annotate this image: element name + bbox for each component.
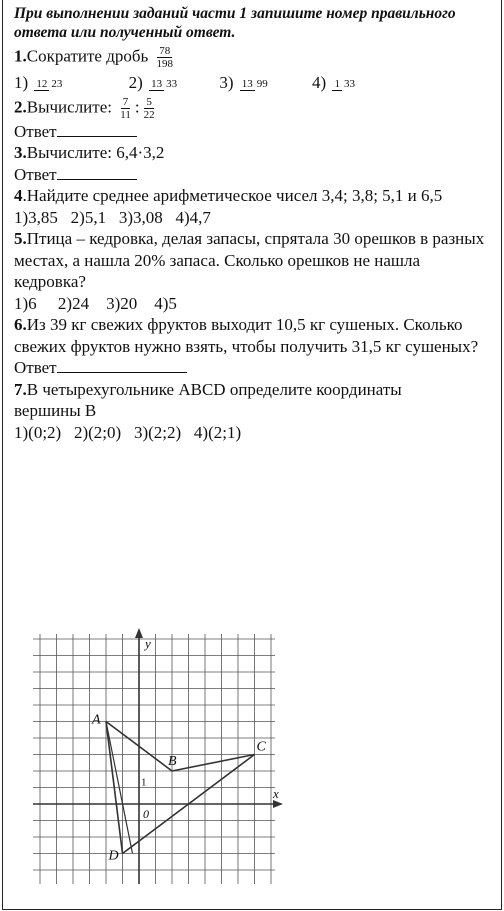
fraction-numerator: 7 xyxy=(122,95,129,108)
worksheet-content xyxy=(14,4,494,443)
question-5 xyxy=(14,228,492,293)
fraction-denominator: 198 xyxy=(156,58,174,70)
option-2 xyxy=(129,72,181,94)
answer-blank xyxy=(57,165,137,180)
worksheet-page xyxy=(2,0,502,910)
option-label: 2) xyxy=(128,73,143,92)
question-5-text: Птица – кедровка, делая запасы, спрятала 30 орешков в разных местах, а нашла 20% запаса. Сколько орешков не нашла кедровка? xyxy=(14,229,485,291)
question-1-fraction xyxy=(155,45,176,70)
question-7-text: В четырехугольнике ABCD определите координаты вершины B xyxy=(14,379,402,420)
question-1-text: Сократите дробь xyxy=(26,46,149,66)
fraction-numerator: 13 xyxy=(241,77,253,90)
question-7 xyxy=(14,379,434,422)
option-4 xyxy=(312,72,359,94)
question-3-text: Вычислите: 6,4·3,2 xyxy=(26,143,165,162)
division-sign: : xyxy=(134,96,140,116)
fraction-numerator: 13 xyxy=(151,77,163,90)
question-6-number: 6. xyxy=(14,315,27,334)
option-4: 4)(2;1) xyxy=(193,422,242,442)
option-fraction xyxy=(240,78,270,91)
option-1: 1)(0;2) xyxy=(14,422,62,442)
question-4-text: .Найдите среднее арифметическое чисел 3,4; 3,8; 5,1 и 6,5 xyxy=(22,186,443,205)
option-1: 1)3,85 xyxy=(14,207,58,227)
vertex-b-label: B xyxy=(168,754,177,769)
option-2: 2)5,1 xyxy=(70,207,107,227)
origin-label: 0 xyxy=(143,807,149,821)
vertex-a-label: A xyxy=(92,712,101,728)
question-2-number: 2. xyxy=(14,96,27,116)
option-3: 3)3,08 xyxy=(118,207,163,227)
question-7-number: 7. xyxy=(14,379,27,399)
fraction-denominator: 33 xyxy=(343,77,355,90)
question-3 xyxy=(14,142,494,164)
fraction-denominator: 33 xyxy=(166,77,178,90)
option-fraction xyxy=(149,78,179,91)
vertex-c-label: C xyxy=(256,739,266,755)
option-label: 4) xyxy=(312,73,327,92)
question-6-text: Из 39 кг свежих фруктов выходит 10,5 кг сушеных. Сколько свежих фруктов нужно взять, чтобы получить 31,5 кг сушеных? xyxy=(14,315,479,356)
question-2-fraction-a xyxy=(118,96,133,121)
option-3: 3)20 xyxy=(106,293,138,313)
answer-label: Ответ xyxy=(14,164,57,184)
option-3 xyxy=(219,72,271,94)
coordinate-grid-figure xyxy=(23,622,287,892)
question-4 xyxy=(14,185,464,207)
fraction-denominator: 99 xyxy=(256,77,268,90)
answer-label: Ответ xyxy=(14,358,57,377)
fraction-denominator: 22 xyxy=(143,108,155,121)
answer-line-2 xyxy=(14,121,494,143)
question-1-number: 1. xyxy=(14,46,27,66)
option-label: 1) xyxy=(14,73,29,92)
unit-label: 1 xyxy=(141,776,147,789)
y-axis-arrow xyxy=(135,628,143,638)
option-2: 2)24 xyxy=(57,293,90,313)
option-3: 3)(2;2) xyxy=(133,422,182,442)
option-label: 3) xyxy=(219,73,234,92)
answer-blank xyxy=(57,358,187,373)
fraction-denominator: 23 xyxy=(51,77,63,90)
question-2-text: Вычислите: xyxy=(26,96,112,116)
x-axis-arrow xyxy=(273,800,283,808)
fraction-numerator: 78 xyxy=(159,45,171,57)
side-bc xyxy=(172,755,255,772)
question-7-options xyxy=(14,422,494,444)
question-5-number: 5. xyxy=(14,229,27,248)
option-1: 1)6 xyxy=(14,293,37,313)
option-fraction xyxy=(332,78,357,91)
x-axis-label: x xyxy=(273,786,279,801)
answer-line-6 xyxy=(14,357,494,379)
question-4-number: 4 xyxy=(14,186,23,205)
answer-blank xyxy=(57,122,137,137)
option-4: 4)4,7 xyxy=(175,207,211,227)
fraction-denominator: 11 xyxy=(120,108,131,121)
y-axis-label: y xyxy=(145,636,151,651)
option-4: 4)5 xyxy=(154,293,177,313)
question-2 xyxy=(14,96,494,121)
option-2: 2)(2;0) xyxy=(73,422,122,442)
option-1 xyxy=(14,72,66,94)
question-1 xyxy=(14,45,494,70)
answer-line-3 xyxy=(14,164,494,186)
fraction-numerator: 1 xyxy=(334,77,340,90)
question-2-fraction-b xyxy=(142,96,157,121)
question-4-options xyxy=(14,207,494,229)
option-fraction xyxy=(34,78,64,91)
answer-label: Ответ xyxy=(14,121,57,141)
coordinate-grid xyxy=(23,622,287,892)
question-1-options xyxy=(14,72,494,94)
question-5-options xyxy=(14,293,494,315)
question-3-number: 3. xyxy=(14,143,27,162)
grid-lines xyxy=(33,634,275,884)
instructions: При выполнении заданий части 1 запишите номер правильного ответа или полученный ответ. xyxy=(14,5,456,41)
fraction-numerator: 12 xyxy=(36,77,48,90)
fraction-numerator: 5 xyxy=(146,95,152,108)
vertex-d-label: D xyxy=(108,848,119,864)
question-6 xyxy=(14,314,494,357)
